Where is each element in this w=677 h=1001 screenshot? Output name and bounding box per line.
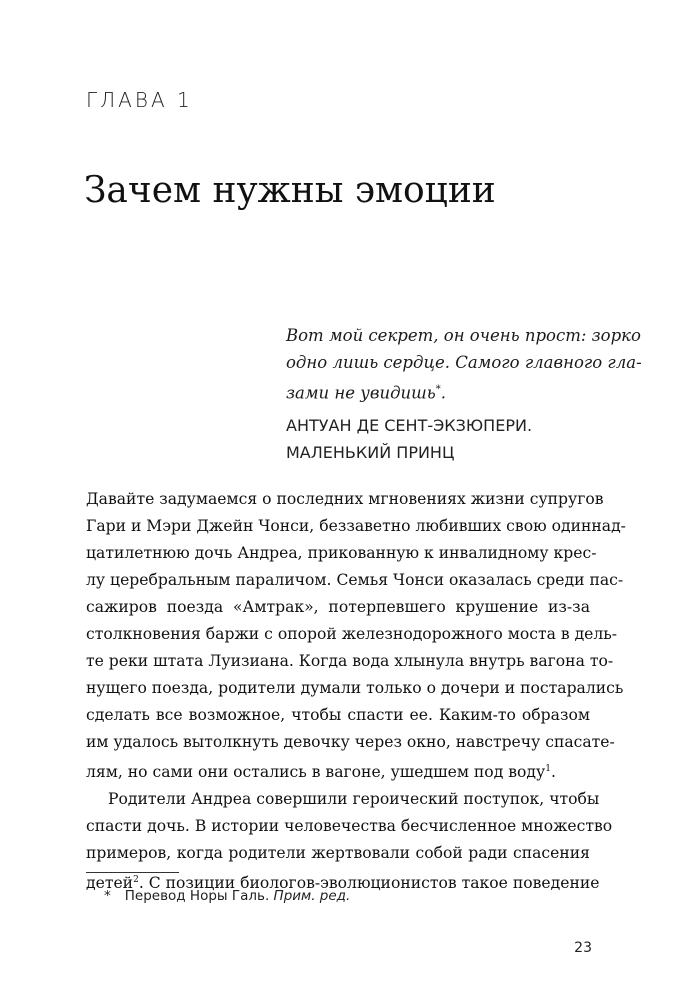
epigraph-footnote-marker: *	[435, 384, 441, 395]
footnote-text: Перевод Норы Галь.	[124, 888, 270, 904]
text-line-content: . С позиции биологов-эволюционистов такое поведение	[138, 874, 600, 893]
text-line-content: детей	[86, 874, 134, 893]
text-line: Давайте задумаемся о последних мгновениях жизни супругов	[86, 490, 604, 508]
text-line: сделать все возможное, чтобы спасти ее. Каким-то образом	[86, 706, 590, 724]
chapter-title: Зачем нужны эмоции	[84, 170, 496, 211]
text-line: столкновения баржи с опорой железнодорожного моста в дель-	[86, 625, 618, 643]
page-number: 23	[574, 940, 592, 956]
epigraph-attribution	[286, 412, 606, 466]
footnote-divider	[86, 872, 179, 873]
text-line: им удалось вытолкнуть девочку через окно, навстречу спасате-	[86, 733, 615, 751]
text-line: Родители Андреа совершили героический поступок, чтобы	[108, 790, 600, 809]
footnote	[104, 888, 350, 904]
text-line: нущего поезда, родители думали только о дочери и постарались	[86, 679, 624, 697]
text-line: те реки штата Луизиана. Когда вода хлынула внутрь вагона то-	[86, 652, 614, 670]
text-line: Гари и Мэри Джейн Чонси, беззаветно любивших свою одиннад-	[86, 517, 626, 535]
text-line: лям, но сами они остались в вагоне, ушедшем под воду$^1$.	[86, 763, 556, 782]
text-line-content: лям, но сами они остались в вагоне, ушедшем под воду	[86, 763, 546, 782]
epigraph-author: АНТУАН ДЕ СЕНТ-ЭКЗЮПЕРИ.	[286, 416, 533, 435]
footnote-ref: 1	[545, 764, 551, 774]
footnote-marker: *	[104, 888, 111, 904]
epigraph-line-text: зами не увидишь	[286, 383, 436, 403]
epigraph-line: одно лишь сердце. Самого главного гла-	[286, 353, 642, 372]
text-line: примеров, когда родители жертвовали собой ради спасения	[86, 844, 590, 863]
footnote-editor-note: Прим. ред.	[273, 888, 351, 904]
footnote-ref: 2	[133, 875, 139, 886]
text-line: лу церебральным параличом. Семья Чонси оказалась среди пас-	[86, 571, 624, 589]
text-line: цатилетнюю дочь Андреа, прикованную к инвалидному крес-	[86, 544, 597, 562]
epigraph-line: Вот мой секрет, он очень прост: зорко	[286, 326, 641, 345]
text-line: сажиров поезда «Амтрак», потерпевшего крушение из-за	[86, 598, 590, 616]
body-text	[86, 486, 626, 897]
epigraph-line: зами не увидишь*.	[286, 383, 447, 403]
epigraph-work: МАЛЕНЬКИЙ ПРИНЦ	[286, 443, 455, 462]
text-line: спасти дочь. В истории человечества бесчисленное множество	[86, 817, 613, 836]
chapter-label: ГЛАВА 1	[86, 88, 193, 112]
epigraph-quote	[286, 322, 642, 407]
